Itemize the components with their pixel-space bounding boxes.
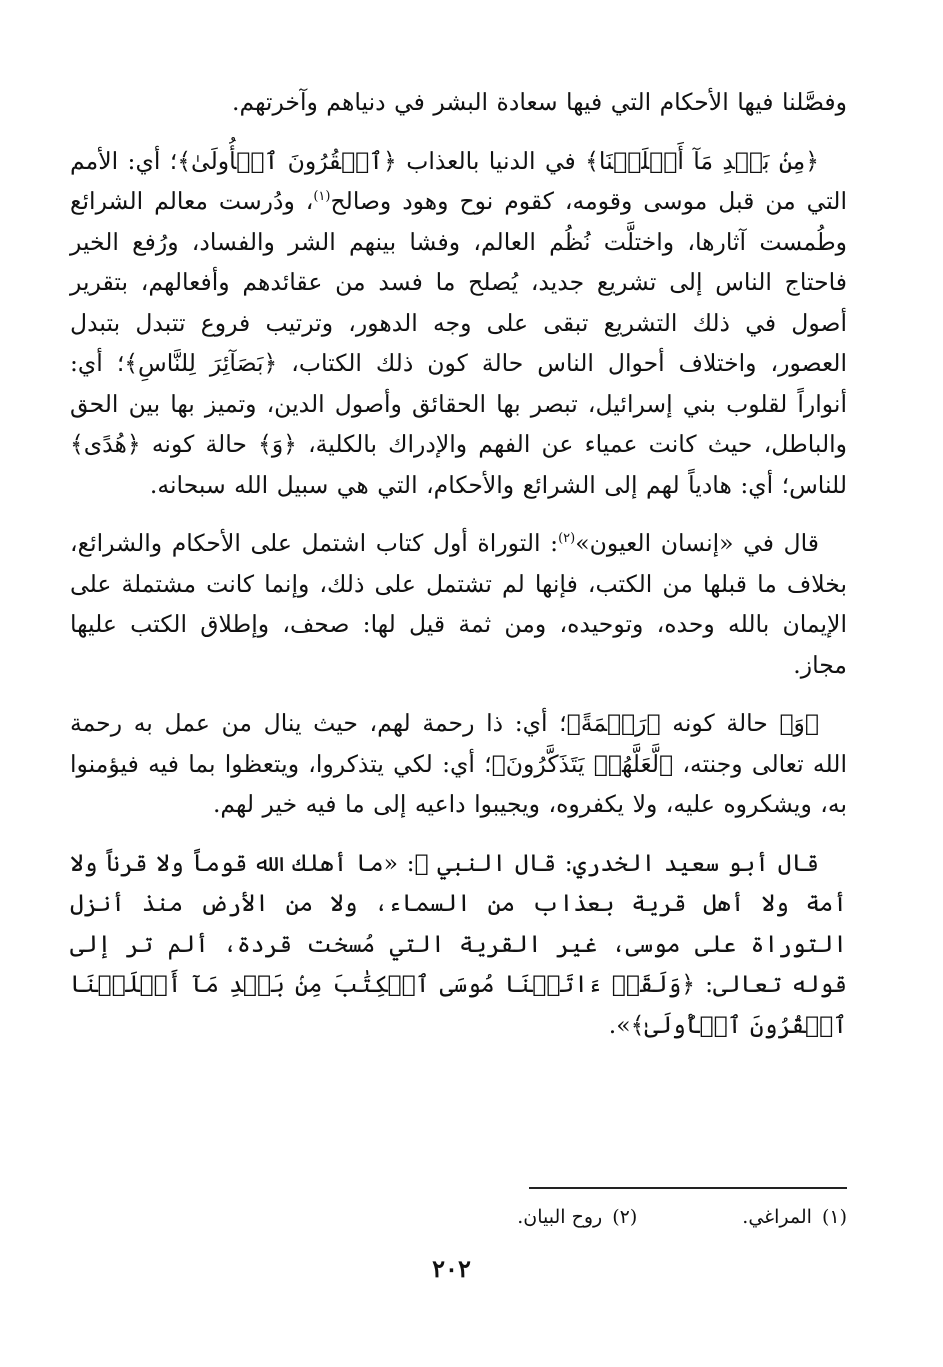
footnote-1-text: المراغي. <box>742 1206 812 1228</box>
paragraph-2-text-b: ، ودُرست معالم الشرائع وطُمست آثارها، واختلَّت نُظُم العالم، وفشا بينهم الشر والفساد، ورُفع الخير فاحتاج الناس إلى تشريع جديد، يُصلح ما فسد من عقائدهم وأفعالهم، بتقرير أصول في ذلك التشريع تبقى على وجه الدهور، وترتيب فروع تتبدل بتبدل العصور، واختلاف أحوال الناس حالة كون ذلك الكتاب، ﴿بَصَآئِرَ لِلنَّاسِ﴾؛ أي: أنواراً لقلوب بني إسرائيل، تبصر بها الحقائق وأصول الدين، وتميز بها بين الحق والباطل، حيث كانت عمياء عن الفهم والإدراك بالكلية، ﴿وَ﴾ حالة كونه ﴿هُدًى﴾ للناس؛ أي: هادياً لهم إلى الشرائع والأحكام، التي هي سبيل الله سبحانه. <box>70 187 847 499</box>
footnote-2 <box>517 1202 637 1232</box>
footnotes <box>287 1202 847 1232</box>
page-body <box>70 82 847 1327</box>
footnote-2-text: روح البيان. <box>517 1206 603 1228</box>
footnote-marker-1: (١) <box>313 189 331 205</box>
page-number: ٢٠٢ <box>432 1254 471 1283</box>
paragraph-2 <box>70 141 847 506</box>
paragraph-3-text-a: قال في «إنسان العيون» <box>575 529 819 557</box>
footnote-separator <box>529 1187 847 1189</box>
footnote-2-number: (٢) <box>612 1206 638 1228</box>
footnote-1-number: (١) <box>821 1206 847 1228</box>
paragraph-3 <box>70 523 847 685</box>
paragraph-1: وفصَّلنا فيها الأحكام التي فيها سعادة البشر في دنياهم وآخرتهم. <box>231 88 847 116</box>
paragraph-5: قال أبو سعيد الخدري: قال النبي ﷺ: «ما أهلك الله قوماً ولا قرناً ولا أمة ولا أهل قرية بعذاب من السماء، ولا من الأرض منذ أنزل التوراة على موسى، غير القرية التي مُسخت قردة، ألم تر إلى قوله تعالى: ﴿وَلَقَدۡ ءَاتَيۡنَا مُوسَى ٱلۡكِتَٰبَ مِنۢ بَعۡدِ مَآ أَهۡلَكۡنَا ٱلۡقُرُونَ ٱلۡأُولَىٰ﴾». <box>70 848 847 1039</box>
paragraph-3-text-b: : التوراة أول كتاب اشتمل على الأحكام والشرائع، بخلاف ما قبلها من الكتب، فإنها لم تشتمل على ذلك، وإنما كانت مشتملة على الإيمان بالله وحده، وتوحيده، ومن ثمة قيل لها: صحف، وإطلاق الكتب عليها مجاز. <box>70 529 847 679</box>
paragraph-4: ﴿وَ﴾ حالة كونه ﴿رَحۡمَةً﴾؛ أي: ذا رحمة لهم، حيث ينال من عمل به رحمة الله تعالى وجنته، ﴿لَّعَلَّهُمۡ يَتَذَكَّرُونَ﴾؛ أي: لكي يتذكروا، ويتعظوا بما فيه فيؤمنوا به، ويشكروه عليه، ولا يكفروه، ويجيبوا داعيه إلى ما فيه خير لهم. <box>70 709 847 818</box>
footnote-1 <box>742 1202 847 1232</box>
footnote-marker-2: (٢) <box>558 531 576 547</box>
paragraph-2-text-a: ﴿مِنۢ بَعۡدِ مَآ أَهۡلَكۡنَا﴾ في الدنيا بالعذاب ﴿ٱلۡقُرُونَ ٱلۡأُولَىٰ﴾؛ أي: الأمم التي من قبل موسى وقومه، كقوم نوح وهود وصالح <box>70 146 847 215</box>
